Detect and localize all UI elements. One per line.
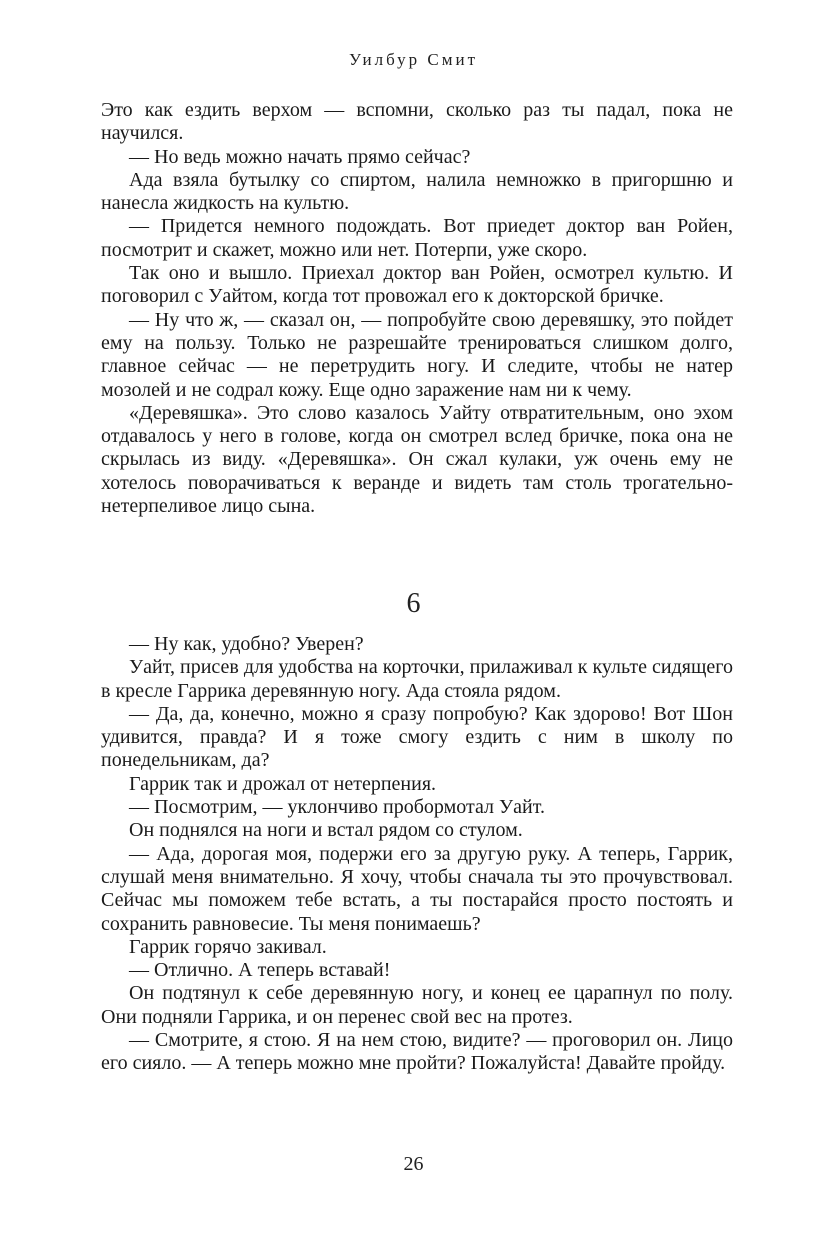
paragraph: Гаррик так и дрожал от нетерпения. xyxy=(129,772,437,795)
paragraph: — Придется немного подождать. Вот приедет доктор ван Ройен, посмотрит и скажет, можно или нет. Потерпи, уже скоро. xyxy=(101,215,733,261)
paragraph: — Ада, дорогая моя, подержи его за другую руку. А теперь, Гаррик, слушай меня внимательно. Я хочу, чтобы сначала ты это прочувствовал. Сейчас мы поможем тебе встать, а ты постарайся просто постоять и сохранить равновесие. Ты меня понимаешь? xyxy=(101,842,733,935)
paragraph: Это как ездить верхом — вспомни, сколько раз ты падал, пока не научился. xyxy=(101,99,733,145)
paragraph: Ада взяла бутылку со спиртом, налила немножко в пригоршню и нанесла жидкость на культю. xyxy=(101,168,733,215)
text-section-2 xyxy=(101,633,733,1076)
paragraph: «Деревяшка». Это слово казалось Уайту отвратительным, оно эхом отдавалось у него в голове, когда он смотрел вслед бричке, пока она не скрылась из виду. «Деревяшка». Он сжал кулаки, уж очень ему не хотелось поворачиваться к веранде и видеть там столь трогательно-нетерпеливое лицо сына. xyxy=(101,401,733,518)
paragraph: Так оно и вышло. Приехал доктор ван Ройен, осмотрел культю. И поговорил с Уайтом, когда тот провожал его к докторской бричке. xyxy=(101,262,733,308)
paragraph: Гаррик горячо закивал. xyxy=(129,935,327,958)
running-header-author: Уилбур Смит xyxy=(349,50,478,69)
paragraph: — Отлично. А теперь вставай! xyxy=(129,959,391,982)
text-section-1 xyxy=(101,99,733,518)
paragraph: Он поднялся на ноги и встал рядом со стулом. xyxy=(129,819,523,842)
paragraph: Уайт, присев для удобства на корточки, прилаживал к культе сидящего в кресле Гаррика деревянную ногу. Ада стояла рядом. xyxy=(101,656,733,702)
paragraph: — Но ведь можно начать прямо сейчас? xyxy=(129,145,471,168)
paragraph: — Посмотрим, — уклончиво пробормотал Уайт. xyxy=(129,796,545,819)
paragraph: — Да, да, конечно, можно я сразу попробую? Как здорово! Вот Шон удивится, правда? И я тоже смогу ездить с ним в школу по понедельникам, да? xyxy=(101,702,733,772)
paragraph: — Ну как, удобно? Уверен? xyxy=(129,633,364,655)
paragraph: — Ну что ж, — сказал он, — попробуйте свою деревяшку, это пойдет ему на пользу. Только не разрешайте тренироваться слишком долго, главное сейчас — не перетрудить ногу. И следите, чтобы не натер мозолей и не содрал кожу. Еще одно заражение нам ни к чему. xyxy=(101,308,733,401)
page-number: 26 xyxy=(403,1153,424,1175)
paragraph: — Смотрите, я стою. Я на нем стою, видите? — проговорил он. Лицо его сияло. — А теперь можно мне пройти? Пожалуйста! Давайте пройду. xyxy=(101,1029,733,1075)
chapter-number: 6 xyxy=(406,588,421,619)
paragraph: Он подтянул к себе деревянную ногу, и конец ее царапнул по полу. Они подняли Гаррика, и он перенес свой вес на протез. xyxy=(101,982,733,1028)
